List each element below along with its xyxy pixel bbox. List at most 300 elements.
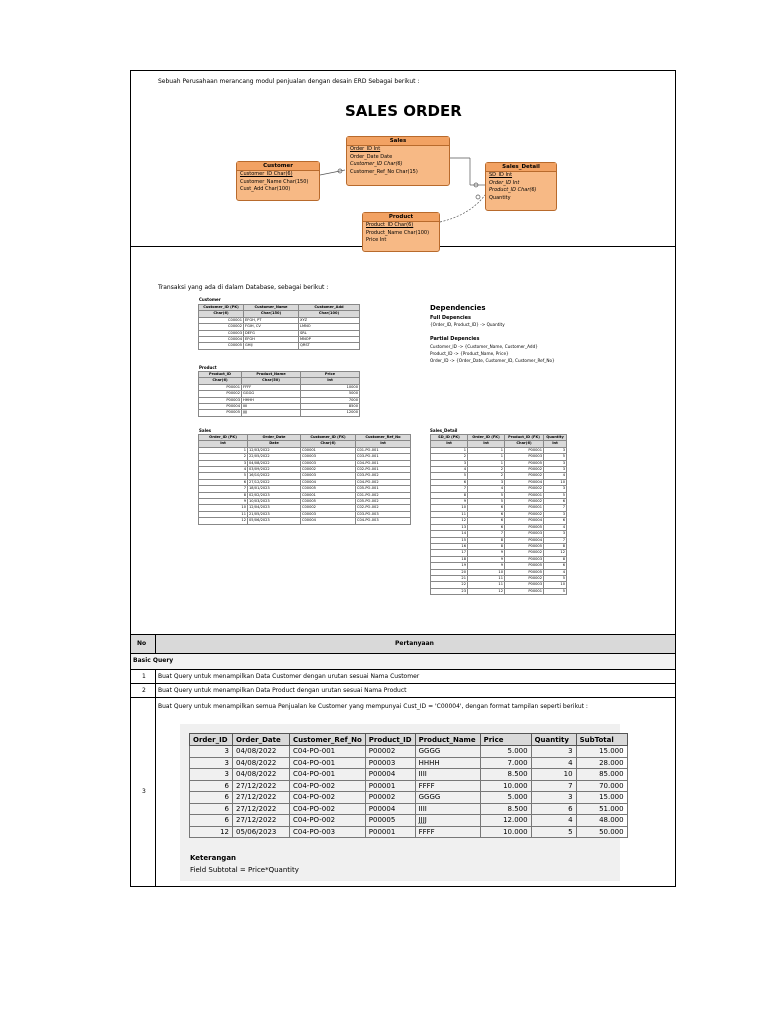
column-header: Order_ID bbox=[190, 734, 233, 746]
column-header: Order_ID (PK) bbox=[199, 435, 248, 441]
entity-title: Customer bbox=[237, 162, 319, 171]
cell: 6 bbox=[190, 792, 233, 804]
column-header: Order_ID (FK) bbox=[468, 435, 505, 441]
cell: 3 bbox=[531, 792, 576, 804]
cell: 04/08/2022 bbox=[233, 769, 290, 781]
cell: 7000 bbox=[301, 397, 360, 403]
cell: 04/08/2022 bbox=[233, 746, 290, 758]
cell: P00001 bbox=[505, 588, 544, 594]
cell: 10000 bbox=[301, 384, 360, 390]
cell: 5 bbox=[544, 575, 567, 581]
table-row bbox=[199, 518, 411, 524]
cell: 5 bbox=[544, 492, 567, 498]
entity-field: Cust_Add Char(100) bbox=[240, 186, 291, 192]
full-dependencies-text: {Order_ID, Product_ID} -> Quantity bbox=[430, 322, 505, 327]
cell: IIII bbox=[415, 769, 480, 781]
cell: 12 bbox=[199, 518, 248, 524]
erd-entity-product bbox=[362, 212, 440, 252]
cell: 3 bbox=[199, 460, 248, 466]
cell: 9 bbox=[468, 556, 505, 562]
cell: 5 bbox=[431, 473, 468, 479]
cell: 22/05/2022 bbox=[248, 454, 301, 460]
cell: C00003 bbox=[199, 330, 244, 336]
cell: 12 bbox=[190, 826, 233, 838]
table-row bbox=[190, 815, 628, 827]
cell: 04/08/2022 bbox=[248, 460, 301, 466]
cell: 6 bbox=[468, 524, 505, 530]
section-bg bbox=[131, 654, 675, 669]
cell: C05-PO-002 bbox=[356, 499, 411, 505]
cell: 23 bbox=[431, 588, 468, 594]
cell: P00004 bbox=[365, 803, 415, 815]
entity-field: Customer_Name Char(150) bbox=[240, 178, 309, 185]
full-dependencies-title: Full Depencies bbox=[430, 315, 472, 321]
cell: 6 bbox=[199, 479, 248, 485]
column-header: Product_ID bbox=[365, 734, 415, 746]
cell: HHHH bbox=[242, 397, 301, 403]
entity-field: SD_ID Int bbox=[489, 172, 513, 178]
entity-title: Sales bbox=[347, 137, 449, 146]
sales-detail-table bbox=[430, 434, 567, 595]
cell: P00002 bbox=[505, 473, 544, 479]
keterangan-title: Keterangan bbox=[190, 854, 237, 862]
sales-table bbox=[198, 434, 411, 525]
cell: 12000 bbox=[301, 410, 360, 416]
cell: 7 bbox=[468, 531, 505, 537]
cell: P00003 bbox=[505, 531, 544, 537]
cell: P00005 bbox=[505, 569, 544, 575]
cell: 1 bbox=[431, 447, 468, 453]
column-type: Char(6) bbox=[199, 311, 244, 317]
cell: 7 bbox=[544, 505, 567, 511]
cell: 8500 bbox=[301, 404, 360, 410]
cell: P00001 bbox=[199, 384, 242, 390]
cell: 85.000 bbox=[576, 769, 627, 781]
cell: C00004 bbox=[199, 337, 244, 343]
cell: 9 bbox=[468, 563, 505, 569]
cell: EFGH bbox=[244, 337, 299, 343]
cell: C00005 bbox=[301, 486, 356, 492]
cell: GGGG bbox=[415, 746, 480, 758]
cell: C05-PO-001 bbox=[356, 486, 411, 492]
cell: 48.000 bbox=[576, 815, 627, 827]
entity-field: Product_ID Char(6) bbox=[489, 187, 537, 193]
column-divider bbox=[155, 669, 156, 887]
table-label: Sales_Detail bbox=[430, 428, 458, 433]
cell: 1 bbox=[468, 460, 505, 466]
column-header: Order_Date bbox=[233, 734, 290, 746]
cell: P00002 bbox=[199, 391, 242, 397]
column-header-pertanyaan: Pertanyaan bbox=[395, 640, 434, 647]
cell: 12 bbox=[431, 518, 468, 524]
cell: P00005 bbox=[505, 524, 544, 530]
cell: GGGG bbox=[242, 391, 301, 397]
column-header: Price bbox=[480, 734, 531, 746]
cell: 16 bbox=[431, 543, 468, 549]
cell: 15.000 bbox=[576, 792, 627, 804]
cell: P00001 bbox=[505, 447, 544, 453]
column-type: Int bbox=[468, 441, 505, 447]
cell: 1 bbox=[468, 454, 505, 460]
cell: 10/03/2023 bbox=[248, 499, 301, 505]
cell: P00002 bbox=[505, 511, 544, 517]
cell: 50.000 bbox=[576, 826, 627, 838]
keterangan-text: Field Subtotal = Price*Quantity bbox=[190, 866, 299, 874]
table-row bbox=[190, 780, 628, 792]
cell: 4 bbox=[544, 569, 567, 575]
table-label: Sales bbox=[199, 428, 212, 433]
cell: P00002 bbox=[365, 792, 415, 804]
cell: 6 bbox=[544, 499, 567, 505]
cell: FFFF bbox=[415, 780, 480, 792]
table-row bbox=[190, 826, 628, 838]
cell: 12/03/2022 bbox=[248, 447, 301, 453]
cell: 5.000 bbox=[480, 792, 531, 804]
cell: IIII bbox=[415, 803, 480, 815]
cell: C00005 bbox=[301, 499, 356, 505]
cell: 20 bbox=[431, 569, 468, 575]
cell: 5 bbox=[531, 826, 576, 838]
table-row bbox=[190, 792, 628, 804]
cell: C00002 bbox=[301, 505, 356, 511]
cell: C00003 bbox=[301, 473, 356, 479]
cell: C00001 bbox=[301, 492, 356, 498]
cell: 10.000 bbox=[480, 780, 531, 792]
cell: 18 bbox=[431, 556, 468, 562]
question-number: 1 bbox=[142, 673, 146, 680]
column-header: Price bbox=[301, 372, 360, 378]
cell: 7.000 bbox=[480, 757, 531, 769]
column-header: Product_Name bbox=[415, 734, 480, 746]
cell: C00004 bbox=[301, 479, 356, 485]
cell: FGIH, CV bbox=[244, 324, 299, 330]
cell: JJJJ bbox=[415, 815, 480, 827]
cell: 21/05/2023 bbox=[248, 511, 301, 517]
cell: 11 bbox=[431, 511, 468, 517]
cell: P00004 bbox=[365, 769, 415, 781]
entity-field: Customer_ID Char(6) bbox=[350, 161, 403, 167]
question-text: Buat Query untuk menampilkan Data Product dengan urutan sesuai Nama Product bbox=[158, 687, 407, 694]
cell: 12 bbox=[544, 550, 567, 556]
cell: 3 bbox=[544, 467, 567, 473]
cell: 2 bbox=[199, 454, 248, 460]
cell: 2 bbox=[468, 467, 505, 473]
column-type: Int bbox=[544, 441, 567, 447]
cell: 9 bbox=[468, 550, 505, 556]
cell: C04-PO-001 bbox=[290, 746, 366, 758]
cell: C00005 bbox=[199, 343, 244, 349]
cell: 3 bbox=[544, 447, 567, 453]
cell: 5 bbox=[199, 473, 248, 479]
partial-dependencies-title: Partial Depencies bbox=[430, 336, 480, 342]
cell: IIII bbox=[242, 404, 301, 410]
cell: 3 bbox=[431, 460, 468, 466]
erd-entity-sales bbox=[346, 136, 450, 186]
cell: HHHH bbox=[415, 757, 480, 769]
cell: 18/01/2023 bbox=[248, 486, 301, 492]
cell: C04-PO-002 bbox=[356, 479, 411, 485]
cell: P00005 bbox=[505, 543, 544, 549]
table-label: Product bbox=[199, 365, 217, 370]
cell: 6 bbox=[468, 505, 505, 511]
cell: 10.000 bbox=[480, 826, 531, 838]
cell: C04-PO-002 bbox=[290, 792, 366, 804]
section-basic-query: Basic Query bbox=[133, 657, 174, 664]
cell: 12 bbox=[468, 588, 505, 594]
column-header: Customer_Ref_No bbox=[356, 435, 411, 441]
column-type: Char(6) bbox=[301, 441, 356, 447]
cell: C00003 bbox=[301, 460, 356, 466]
cell: FFFF bbox=[415, 826, 480, 838]
column-type: Char(6) bbox=[199, 378, 242, 384]
cell: 10 bbox=[544, 479, 567, 485]
cell: EFGH, PT bbox=[244, 317, 299, 323]
entity-title: Product bbox=[363, 213, 439, 222]
cell: C04-PO-001 bbox=[290, 769, 366, 781]
entity-title: Sales_Detail bbox=[486, 163, 556, 172]
cell: 3 bbox=[190, 769, 233, 781]
column-header: Quantity bbox=[544, 435, 567, 441]
cell: 8 bbox=[431, 492, 468, 498]
column-type: Char(150) bbox=[244, 311, 299, 317]
cell: 7 bbox=[199, 486, 248, 492]
table-row bbox=[190, 803, 628, 815]
table-row bbox=[190, 746, 628, 758]
cell: 9 bbox=[431, 499, 468, 505]
table-label: Customer bbox=[199, 297, 221, 302]
cell: 19 bbox=[431, 563, 468, 569]
entity-field: Product_ID Char(6) bbox=[366, 222, 414, 228]
cell: P00002 bbox=[505, 467, 544, 473]
cell: 9 bbox=[199, 499, 248, 505]
product-table bbox=[198, 371, 360, 417]
cell: C01-PO-002 bbox=[356, 492, 411, 498]
partial-dependency-line: Product_ID -> {Product_Name, Price} bbox=[430, 351, 509, 356]
cell: 8 bbox=[544, 543, 567, 549]
partial-dependency-line: Customer_ID -> {Customer_Name, Customer_Add} bbox=[430, 344, 538, 349]
entity-field: Customer_Ref_No Char(15) bbox=[350, 168, 418, 175]
cell: P00002 bbox=[505, 575, 544, 581]
cell: 27/12/2022 bbox=[233, 815, 290, 827]
entity-field: Order_Date Date bbox=[350, 153, 393, 160]
cell: P00004 bbox=[505, 518, 544, 524]
cell: 05/06/2023 bbox=[233, 826, 290, 838]
cell: MNOP bbox=[299, 337, 360, 343]
table-row bbox=[190, 757, 628, 769]
cell: 27/12/2022 bbox=[233, 792, 290, 804]
cell: LMNO bbox=[299, 324, 360, 330]
cell: P00005 bbox=[505, 563, 544, 569]
column-header: Customer_Add bbox=[299, 305, 360, 311]
entity-field: Quantity bbox=[489, 194, 511, 201]
table-row bbox=[431, 588, 567, 594]
cell: 6 bbox=[190, 780, 233, 792]
cell: 7 bbox=[531, 780, 576, 792]
cell: 3 bbox=[544, 531, 567, 537]
cell: 5.000 bbox=[480, 746, 531, 758]
cell: 03/09/2022 bbox=[248, 467, 301, 473]
cell: 6 bbox=[544, 518, 567, 524]
cell: 11 bbox=[199, 511, 248, 517]
cell: 12.000 bbox=[480, 815, 531, 827]
cell: GGGG bbox=[415, 792, 480, 804]
divider bbox=[130, 697, 676, 698]
cell: 13 bbox=[431, 524, 468, 530]
cell: 28.000 bbox=[576, 757, 627, 769]
cell: 3 bbox=[544, 511, 567, 517]
cell: P00004 bbox=[505, 479, 544, 485]
table-row bbox=[199, 343, 360, 349]
cell: 3 bbox=[544, 460, 567, 466]
column-header: Product_ID (FK) bbox=[505, 435, 544, 441]
column-type: Char(6) bbox=[505, 441, 544, 447]
entity-field: Customer_ID Char(6) bbox=[240, 171, 293, 177]
cell: 8.500 bbox=[480, 803, 531, 815]
table-row bbox=[190, 769, 628, 781]
cell: DEFG bbox=[244, 330, 299, 336]
cell: 10 bbox=[431, 505, 468, 511]
cell: P00003 bbox=[505, 454, 544, 460]
cell: C04-PO-003 bbox=[290, 826, 366, 838]
cell: 2 bbox=[431, 454, 468, 460]
cell: 6 bbox=[190, 815, 233, 827]
cell: 4 bbox=[531, 757, 576, 769]
cell: 4 bbox=[544, 524, 567, 530]
cell: GHIJ bbox=[244, 343, 299, 349]
entity-field: Order_ID Int bbox=[350, 146, 381, 152]
cell: 8.500 bbox=[480, 769, 531, 781]
cell: C03-PO-003 bbox=[356, 511, 411, 517]
cell: 4 bbox=[431, 467, 468, 473]
column-type: Int bbox=[356, 441, 411, 447]
cell: 5 bbox=[468, 492, 505, 498]
column-header: SubTotal bbox=[576, 734, 627, 746]
cell: 4 bbox=[468, 486, 505, 492]
cell: 02/02/2023 bbox=[248, 492, 301, 498]
cell: C00001 bbox=[199, 317, 244, 323]
cell: C04-PO-003 bbox=[356, 518, 411, 524]
cell: 12/04/2023 bbox=[248, 505, 301, 511]
cell: P00001 bbox=[365, 780, 415, 792]
cell: 15 bbox=[431, 537, 468, 543]
cell: 8 bbox=[544, 556, 567, 562]
divider bbox=[130, 683, 676, 684]
cell: 70.000 bbox=[576, 780, 627, 792]
cell: 3 bbox=[468, 479, 505, 485]
cell: QRST bbox=[299, 343, 360, 349]
cell: P00003 bbox=[199, 397, 242, 403]
cell: FFFF bbox=[242, 384, 301, 390]
cell: C04-PO-002 bbox=[290, 780, 366, 792]
column-header: Quantity bbox=[531, 734, 576, 746]
cell: 10 bbox=[468, 569, 505, 575]
question-text: Buat Query untuk menampilkan Data Customer dengan urutan sesuai Nama Customer bbox=[158, 673, 420, 680]
cell: 05/06/2023 bbox=[248, 518, 301, 524]
column-header: Customer_ID (FK) bbox=[301, 435, 356, 441]
cell: 2 bbox=[468, 473, 505, 479]
entity-field: Product_Name Char(100) bbox=[366, 229, 430, 236]
cell: XYZ bbox=[299, 317, 360, 323]
result-table bbox=[189, 733, 628, 838]
cell: 5 bbox=[544, 588, 567, 594]
cell: 6 bbox=[431, 479, 468, 485]
cell: C00001 bbox=[301, 447, 356, 453]
cell: 27/12/2022 bbox=[233, 780, 290, 792]
cell: 1 bbox=[199, 447, 248, 453]
cell: 27/12/2022 bbox=[248, 479, 301, 485]
cell: 6 bbox=[544, 563, 567, 569]
column-header: Customer_ID (PK) bbox=[199, 305, 244, 311]
cell: 04/08/2022 bbox=[233, 757, 290, 769]
column-type: Char(50) bbox=[242, 378, 301, 384]
cell: C00004 bbox=[301, 518, 356, 524]
cell: 8 bbox=[468, 543, 505, 549]
cell: 3 bbox=[531, 746, 576, 758]
cell: 3 bbox=[190, 746, 233, 758]
cell: P00001 bbox=[505, 492, 544, 498]
cell: P00002 bbox=[505, 486, 544, 492]
cell: C02-PO-001 bbox=[356, 467, 411, 473]
column-type: Int bbox=[301, 378, 360, 384]
erd-entity-sales-detail bbox=[485, 162, 557, 211]
cell: C04-PO-001 bbox=[290, 757, 366, 769]
divider bbox=[130, 669, 676, 670]
column-header: SD_ID (PK) bbox=[431, 435, 468, 441]
column-header: Product_ID bbox=[199, 372, 242, 378]
cell: C00002 bbox=[199, 324, 244, 330]
cell: 6 bbox=[468, 511, 505, 517]
cell: P00005 bbox=[365, 815, 415, 827]
cell: 27/12/2022 bbox=[233, 803, 290, 815]
cell: 10 bbox=[531, 769, 576, 781]
cell: 8 bbox=[199, 492, 248, 498]
column-header: Product_Name bbox=[242, 372, 301, 378]
cell: 6 bbox=[190, 803, 233, 815]
cell: 22 bbox=[431, 582, 468, 588]
cell: 10 bbox=[199, 505, 248, 511]
table-row bbox=[199, 410, 360, 416]
cell: P00004 bbox=[199, 404, 242, 410]
entity-field: Order_ID Int bbox=[489, 179, 520, 186]
cell: JJJJ bbox=[242, 410, 301, 416]
erd-title: SALES ORDER bbox=[345, 102, 462, 120]
cell: 16/10/2022 bbox=[248, 473, 301, 479]
erd-entity-customer bbox=[236, 161, 320, 201]
cell: P00002 bbox=[505, 550, 544, 556]
cell: 14 bbox=[431, 531, 468, 537]
cell: 5 bbox=[468, 499, 505, 505]
cell: C00003 bbox=[301, 454, 356, 460]
cell: 3 bbox=[190, 757, 233, 769]
cell: 51.000 bbox=[576, 803, 627, 815]
cell: P00005 bbox=[505, 460, 544, 466]
cell: 4 bbox=[199, 467, 248, 473]
cell: 4 bbox=[531, 815, 576, 827]
cell: 11 bbox=[468, 582, 505, 588]
column-type: Char(100) bbox=[299, 311, 360, 317]
cell: 10 bbox=[544, 582, 567, 588]
column-header: Customer_Ref_No bbox=[290, 734, 366, 746]
cell: 5 bbox=[544, 454, 567, 460]
cell: 15.000 bbox=[576, 746, 627, 758]
cell: P00005 bbox=[199, 410, 242, 416]
cell: C03-PO-002 bbox=[356, 473, 411, 479]
column-type: Int bbox=[199, 441, 248, 447]
cell: C04-PO-001 bbox=[356, 460, 411, 466]
cell: 11 bbox=[468, 575, 505, 581]
cell: 6 bbox=[531, 803, 576, 815]
cell: P00003 bbox=[365, 757, 415, 769]
